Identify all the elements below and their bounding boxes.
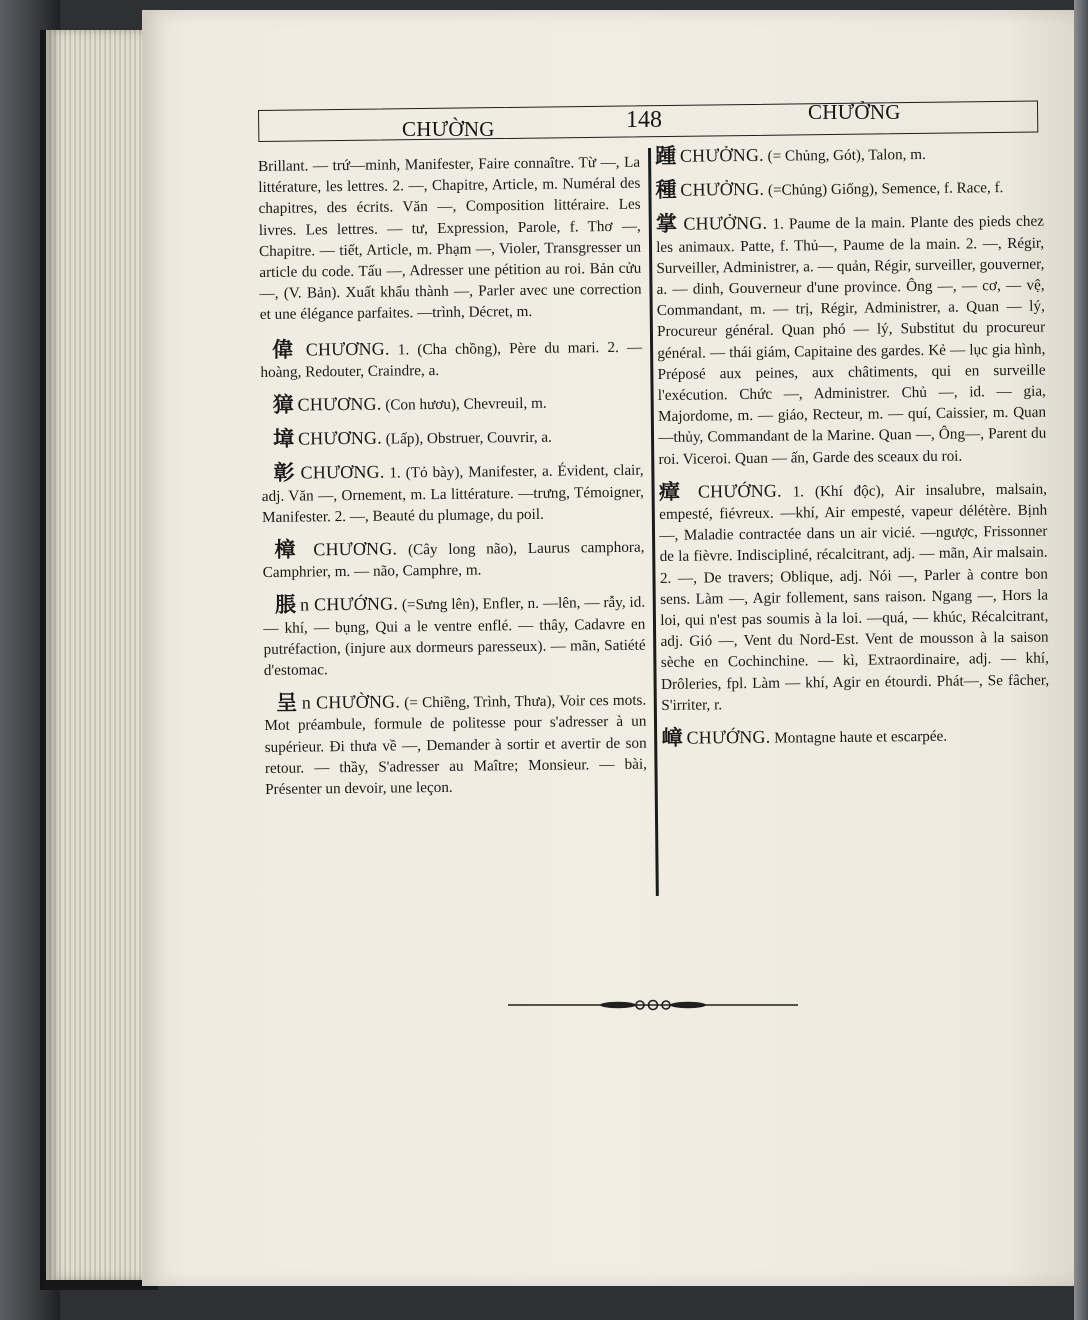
dictionary-entry <box>656 210 1047 470</box>
dictionary-entry <box>261 459 644 528</box>
ornament-left-swirl <box>600 1002 636 1008</box>
right-column <box>655 142 1050 763</box>
entry-headword: CHƯƠNG. <box>297 393 382 415</box>
dictionary-entry <box>261 425 643 452</box>
dictionary-entry <box>263 591 646 681</box>
dictionary-entry <box>261 391 643 418</box>
entry-definition: 1. (Khí độc), Air insalubre, malsain, empesté, fiévreux. —khí, Air empesté, vapeur délétère. Bịnh —, Maladie contractée dans un air vicié. —ngược, Frissonner de la fièvre. Indiscipliné, récalcitrant, adj. — mãn, Air malsain. 2. —, De travers; Oblique, adj. Nói —, Parler à contre bon sens. Làm —, Agir follement, sans raison. Ngang —, Hors la loi, qui n'est pas soumis à la loi. —quá, — khúc, Récalcitrant, adj. Gió —, Vent du Nord-Est. Vent de mousson à la saison sèche en Cochinchine. — kì, Extraordinaire, adj. — khí, Drôleries, fpl. Làm — khí, Agir en étourdi. Phát—, Se fâcher, S'irriter, r. <box>659 480 1050 714</box>
entry-headword: CHƯƠNG. <box>300 462 385 483</box>
entry-headword: n CHƯỜNG. <box>301 691 401 713</box>
entry-headword: CHƯƠNG. <box>305 338 390 360</box>
entry-character: 獐 <box>272 392 294 417</box>
entry-headword: CHƯỚNG. <box>697 480 782 502</box>
entry-definition: 1. Paume de la main. Plante des pieds chez les animaux. Patte, f. Thủ—, Paume de la main. 2. —, Régir, Surveiller, Administrer, a. — quản, Régir, surveiller, gouverner, a. — dinh, Gouverneur d'une province. Ông —, — cơ, — vệ, Commandant, m. — trị, Régir, Administrer, a. Quan — lý, Procureur général. Quan phó — lý, Substitut du procureur général. — thái giám, Capitaine des gardes. Kẻ — lục gia hình, Préposé aux peines, aux châtiments, qui en surveille l'exécution. Chức —, Administrer. Chủ —, id. — gia, Majordome, m. — giáo, Recteur, m. — quí, Caissier, m. Quan —thủy, Commandant de la Marine. Quan —, Ông—, Parent du roi. Viceroi. Quan — ấn, Garde des sceaux du roi. <box>656 212 1047 468</box>
entry-character: 掌 <box>655 212 679 237</box>
entry-definition: (=Sưng lên), Enfler, n. —lên, — rẫy, id. — khí, — bụng, Qui a le ventre enflé. — thây, Cadavre en putréfaction, (injure aux dormeurs paresseux). — mãn, Satiété d'estomac. <box>263 594 646 680</box>
dictionary-entry <box>260 335 642 383</box>
entry-definition: 1. (Cha chồng), Père du mari. 2. — hoàng, Redouter, Craindre, a. <box>260 338 643 381</box>
header-left-word: CHƯỜNG <box>402 117 495 141</box>
book-page-edges <box>40 30 158 1290</box>
entry-definition: 1. (Tỏ bày), Manifester, a. Évident, clair, adj. Văn —, Ornement, m. La littérature. —trưng, Témoigner, Manifester. 2. —, Beauté du plumage, du poil. <box>261 462 644 526</box>
entry-character: 呈 <box>276 690 298 716</box>
entry-definition: (= Chiềng, Trình, Thưa), Voir ces mots. Mot préambule, formule de politesse pour s'adresser à un supérieur. Đi thưa về —, Demander à sortir et avertir de son retour. — thầy, S'adresser au Maître; Monsieur. — bài, Présenter un devoir, une leçon. <box>264 691 648 799</box>
entry-character: 嶂 <box>661 725 683 751</box>
entry-headword: CHƯỞNG. <box>683 213 768 235</box>
dictionary-entry <box>262 536 644 584</box>
page-number: 148 <box>626 107 662 133</box>
entry-definition: (Lấp), Obstruer, Couvrir, a. <box>385 428 552 448</box>
entry-definition: (=Chủng) Giống), Semence, f. Race, f. <box>767 179 1004 199</box>
background-right-edge <box>1074 0 1088 1320</box>
entry-character: 偉 <box>272 337 298 362</box>
dictionary-entry <box>655 142 1043 169</box>
entry-definition: (Cây long não), Laurus camphora, Camphrier, m. — não, Camphre, m. <box>262 538 645 582</box>
entry-headword: CHƯỞNG. <box>679 144 764 166</box>
left-column <box>258 152 647 813</box>
running-header <box>258 92 1038 142</box>
dictionary-entry <box>659 477 1050 716</box>
header-right-word: CHƯỞNG <box>808 100 901 124</box>
dictionary-entry <box>264 689 647 800</box>
entry-headword: CHƯỞNG. <box>680 178 765 200</box>
entry-character: 踵 <box>654 143 677 168</box>
entry-definition: (= Chủng, Gót), Talon, m. <box>767 145 926 165</box>
dictionary-entry <box>662 724 1050 751</box>
entry-character: 樟 <box>274 537 303 562</box>
ornament-right-swirl <box>670 1002 706 1008</box>
continued-entry-text: Brillant. — trứ—minh, Manifester, Faire connaître. Từ —, La littérature, les lettres. 2. —, Chapitre, Article, m. Numéral des chapitres, des écrits. Văn —, Composition littéraire. Les livres. Les lettres. — tư, Expression, Parole, f. Thơ —, Chapitre. — tiết, Article, m. Phạm —, Violer, Transgresser un article du code. Tấu —, Adresser une pétition au roi. Bản cửu —, (V. Bản). Xuất khẩu thành —, Parler avec une correction et une élégance parfaites. —trình, Décret, m. <box>258 153 642 324</box>
end-ornament <box>508 996 798 1014</box>
entry-definition: (Con hươu), Chevreuil, m. <box>385 394 547 414</box>
entry-character: 墇 <box>273 426 295 452</box>
entry-headword: CHƯƠNG. <box>297 427 382 449</box>
entry-headword: CHƯỚNG. <box>686 726 771 748</box>
dictionary-entry <box>655 176 1043 203</box>
entry-character: 種 <box>655 177 677 203</box>
entry-character: 瘴 <box>658 479 688 504</box>
entry-headword: n CHƯỚNG. <box>299 593 399 616</box>
entry-character: 彰 <box>273 461 296 486</box>
entry-definition: Montagne haute et escarpée. <box>774 727 948 747</box>
entry-headword: CHƯƠNG. <box>313 538 398 560</box>
entry-character: 脹 <box>274 593 297 618</box>
